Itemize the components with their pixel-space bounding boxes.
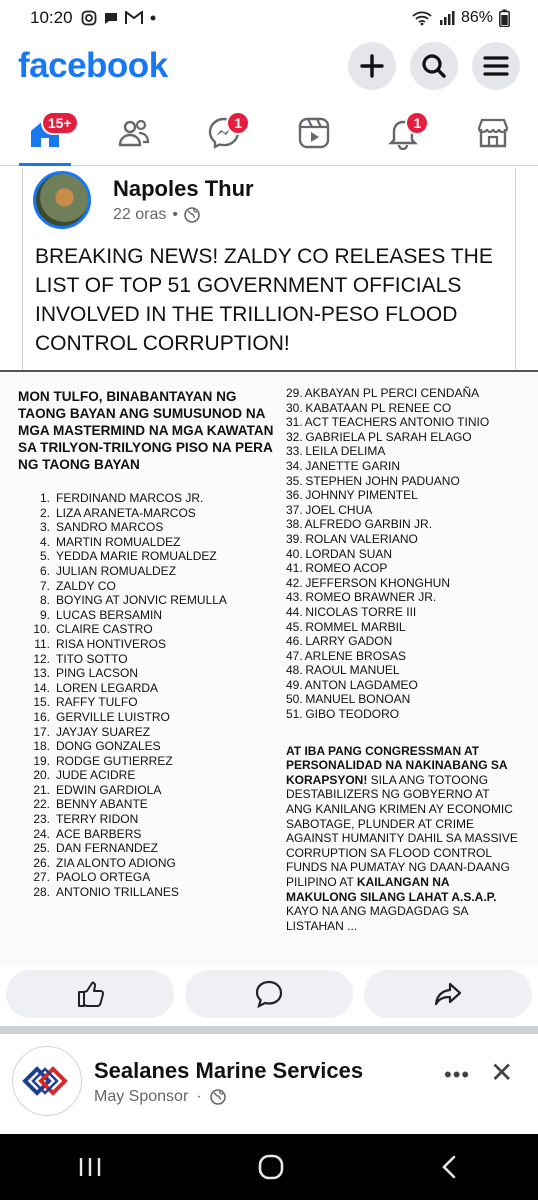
list-item [286,430,536,445]
home-circle-icon[interactable] [257,1153,285,1181]
notifications-badge: 1 [405,111,429,135]
post-text: BREAKING NEWS! ZALDY CO RELEASES THE LIST OF TOP 51 GOVERNMENT OFFICIALS INVOLVED IN THE TRILLION-PESO FLOOD CONTROL CORRUPTION! [35,245,493,355]
search-button[interactable] [410,42,458,90]
list-item-name: YEDDA MARIE ROMUALDEZ [56,549,217,564]
list-item-name: MANUEL BONOAN [305,692,411,707]
list-item-number: 40. [286,546,303,561]
list-item-number: 36. [286,488,303,503]
list-item-name: MARTIN ROMUALDEZ [56,534,181,549]
list-item-number: 28. [33,885,50,900]
app-header [0,38,538,94]
tab-friends[interactable] [102,105,166,161]
list-item [18,681,280,696]
list-item [18,622,280,637]
list-item [286,576,536,591]
instagram-icon [81,10,97,26]
list-item [18,593,280,608]
list-item [18,739,280,754]
comment-bubble-icon [254,979,284,1009]
list-item [18,754,280,769]
list-item-number: 16. [33,709,50,724]
list-item-name: TERRY RIDON [56,812,139,827]
battery-percent: 86% [460,9,493,26]
image-heading: MON TULFO, BINABANTAYAN NG TAONG BAYAN ANG SUMUSUNOD NA MGA MASTERMIND NA MGA KAWATAN SA TRILYON-TRILYONG PISO NA PERA NG TAONG BAYAN [18,389,274,472]
globe-public-icon [210,1089,226,1105]
list-item [286,386,536,401]
list-item [286,678,536,693]
list-item-name: GIBO TEODORO [305,707,400,722]
list-item [18,520,280,535]
list-item-number: 34. [286,458,303,473]
status-time: 10:20 [30,8,73,27]
closing-bold-2: KAILANGAN NA MAKULONG SILANG LAHAT A.S.A.P. [286,875,497,904]
list-item-number: 3. [39,520,50,535]
list-item [286,488,536,503]
list-item-name: KABATAAN PL RENEE CO [305,400,452,415]
list-item-name: LUCAS BERSAMIN [56,607,163,622]
list-item-number: 25. [33,841,50,856]
tab-messenger[interactable] [192,105,256,161]
list-item [286,547,536,562]
list-item-name: STEPHEN JOHN PADUANO [305,473,460,488]
list-item-name: JOEL CHUA [305,502,373,517]
list-item [18,549,280,564]
like-button[interactable] [6,970,174,1018]
list-item [286,605,536,620]
list-item-number: 15. [33,695,50,710]
list-item [18,841,280,856]
list-item [286,590,536,605]
sponsor-separator: · [196,1088,202,1105]
gmail-icon [125,11,143,25]
list-item-name: ARLENE BROSAS [304,648,407,663]
list-item-number: 17. [33,724,50,739]
list-item-number: 9. [39,607,50,622]
author-info [113,176,254,224]
list-item-number: 20. [33,768,50,783]
list-item [18,870,280,885]
sponsored-label: May Sponsor [94,1088,189,1105]
list-item-number: 51. [286,707,303,722]
list-item-number: 37. [286,502,303,517]
list-item-name: JANETTE GARIN [305,458,401,473]
list-item-number: 14. [33,680,50,695]
list-item-number: 38. [286,517,303,532]
list-item-number: 42. [286,575,303,590]
list-item [286,663,536,678]
hamburger-menu-icon [482,54,510,78]
list-item-name: RAFFY TULFO [56,695,138,710]
sponsor-name[interactable]: Sealanes Marine Services [94,1058,364,1083]
tab-marketplace[interactable] [461,105,525,161]
list-item-name: LORDAN SUAN [305,546,393,561]
list-item-number: 22. [33,797,50,812]
list-item-number: 23. [33,812,50,827]
officials-list-left [18,491,280,900]
list-item-name: ALFREDO GARBIN JR. [304,517,433,532]
list-item [18,695,280,710]
list-item [18,725,280,740]
share-button[interactable] [364,970,532,1018]
list-item-number: 8. [39,593,50,608]
list-item [18,608,280,623]
list-item [286,620,536,635]
author-name[interactable]: Napoles Thur [113,176,254,201]
signal-icon [439,10,455,26]
list-item [18,506,280,521]
post-actions [0,970,538,1022]
list-item-number: 45. [286,619,303,634]
author-avatar[interactable] [33,171,91,229]
list-item-name: ANTON LAGDAMEO [304,677,418,692]
facebook-logo[interactable]: facebook [18,46,168,85]
list-item [286,474,536,489]
post-time[interactable]: 22 oras [113,206,167,223]
list-item-name: ZIA ALONTO ADIONG [56,855,176,870]
list-item-number: 33. [286,444,303,459]
list-item-number: 41. [286,561,303,576]
list-item-name: GABRIELA PL SARAH ELAGO [305,429,472,444]
status-left [30,8,157,28]
status-right [411,9,510,27]
list-item [18,856,280,871]
list-item [18,885,280,900]
list-item-name: ANTONIO TRILLANES [56,885,179,900]
battery-icon [499,9,510,27]
list-item [286,459,536,474]
image-left-column [18,388,280,900]
search-icon [421,53,447,79]
wifi-icon [411,10,433,26]
list-item-name: JEFFERSON KHONGHUN [305,575,451,590]
tab-notifications[interactable] [371,105,435,161]
list-item-name: JULIAN ROMUALDEZ [56,563,177,578]
closing-last: KAYO NA ANG MAGDAGDAG SA LISTAHAN ... [286,904,468,933]
share-arrow-icon [433,979,463,1009]
status-bar [0,0,538,36]
list-item [286,707,536,722]
list-item-name: PAOLO ORTEGA [56,870,151,885]
closing-regular: SILA ANG TOTOONG DESTABILIZERS NG GOBYERNO AT ANG KANILANG KRIMEN AY ECONOMIC SABOTAGE, PLUNDER AT CRIME AGAINST HUMANITY DAHIL SA MASSIVE CORRUPTION SA FLOOD CONTROL FUNDS NA PUMATAY NG DAAN-DAANG PILIPINO AT [286,772,518,889]
messenger-notification-badge: 1 [226,111,250,135]
list-item-number: 10. [33,622,50,637]
list-item [18,812,280,827]
list-item [286,503,536,518]
list-item-name: TITO SOTTO [56,651,128,666]
list-item-number: 48. [286,663,303,678]
list-item [18,579,280,594]
android-navigation-bar [0,1134,538,1200]
list-item-name: RAOUL MANUEL [305,663,400,678]
header-actions [348,42,520,90]
list-item-name: RISA HONTIVEROS [56,636,167,651]
list-item-number: 35. [286,473,303,488]
list-item [286,634,536,649]
list-item [18,827,280,842]
post-header [33,168,254,232]
list-item-number: 1. [39,491,50,505]
list-item-name: LARRY GADON [305,634,393,649]
list-item-number: 24. [33,826,50,841]
list-item-number: 50. [286,692,303,707]
post-image[interactable] [0,370,538,966]
list-item-name: NICOLAS TORRE III [305,604,417,619]
list-item-name: CLAIRE CASTRO [56,622,153,637]
list-item-number: 7. [39,578,50,593]
list-item-number: 21. [33,782,50,797]
list-item [286,649,536,664]
list-item-name: BENNY ABANTE [56,797,148,812]
marketplace-store-icon [476,116,510,150]
list-item [18,797,280,812]
list-item-number: 19. [33,753,50,768]
list-item-name: EDWIN GARDIOLA [56,782,162,797]
list-item-name: PING LACSON [56,666,139,681]
list-item [286,561,536,576]
list-item-number: 49. [286,677,303,692]
hide-post-button[interactable]: ✕ [490,1057,514,1088]
list-item-number: 4. [39,534,50,549]
list-item-number: 39. [286,531,303,546]
closing-bold-1: AT IBA PANG CONGRESSMAN AT PERSONALIDAD NA NAKINABANG SA KORAPSYON! [286,743,508,787]
list-item-name: LEILA DELIMA [305,444,386,459]
list-item [286,532,536,547]
list-item-number: 11. [34,636,50,651]
plus-icon [359,53,385,79]
list-item-number: 30. [286,400,303,415]
list-item-number: 31. [286,415,303,430]
sponsor-meta [94,1088,226,1106]
tab-home[interactable] [13,105,77,161]
list-item [18,564,280,579]
list-item-name: AKBAYAN PL PERCI CENDAÑA [304,386,480,400]
list-item-number: 12. [33,651,50,666]
list-item-number: 2. [39,505,50,520]
list-item-name: BOYING AT JONVIC REMULLA [56,593,227,608]
list-item [18,768,280,783]
list-item-name: DONG GONZALES [56,739,161,754]
officials-list-right [286,386,536,722]
list-item-number: 13. [33,666,50,681]
list-item [18,637,280,652]
list-item [286,401,536,416]
list-item-number: 43. [286,590,303,605]
back-chevron-icon[interactable] [439,1154,461,1180]
status-notification-icons [81,10,157,26]
meta-separator: • [172,206,178,223]
tab-reels[interactable] [282,105,346,161]
list-item [18,783,280,798]
list-item-name: RODGE GUTIERREZ [56,753,173,768]
globe-public-icon [184,207,200,223]
list-item [286,415,536,430]
menu-button[interactable] [472,42,520,90]
list-item-number: 29. [286,386,303,400]
list-item-name: ROLAN VALERIANO [305,531,418,546]
friends-icon [117,116,151,150]
list-item-number: 26. [33,855,50,870]
more-options-button[interactable]: ••• [444,1062,471,1087]
list-item-number: 6. [39,563,50,578]
list-item-name: ROMMEL MARBIL [305,619,406,634]
list-item [18,491,280,506]
image-right-column [286,386,536,933]
list-item-name: FERDINAND MARCOS JR. [56,491,204,505]
list-item-name: JUDE ACIDRE [56,768,136,783]
list-item-name: LOREN LEGARDA [56,680,159,695]
feed-divider [0,1026,538,1034]
list-item-name: ACE BARBERS [56,826,142,841]
create-button[interactable] [348,42,396,90]
comment-button[interactable] [185,970,353,1018]
list-item-number: 47. [286,648,303,663]
reels-video-icon [297,116,331,150]
list-item-name: JOHNNY PIMENTEL [305,488,418,503]
list-item-name: ZALDY CO [56,578,116,593]
home-notification-badge: 15+ [41,111,79,135]
list-item-name: JAYJAY SUAREZ [56,724,151,739]
list-item [18,710,280,725]
list-item-number: 18. [33,739,50,754]
list-item-name: DAN FERNANDEZ [56,841,159,856]
sponsor-logo[interactable] [12,1046,82,1116]
list-item [286,692,536,707]
chat-icon [103,10,119,26]
sponsored-post-header [0,1034,538,1132]
list-item-number: 32. [286,429,303,444]
list-item-name: GERVILLE LUISTRO [56,709,170,724]
image-closing-text [286,744,518,934]
thumbs-up-icon [75,979,105,1009]
nav-tabs [0,100,538,166]
list-item-name: LIZA ARANETA-MARCOS [56,505,196,520]
list-item [18,652,280,667]
list-item-number: 27. [33,870,50,885]
list-item-name: ACT TEACHERS ANTONIO TINIO [304,415,490,430]
list-item [286,444,536,459]
list-item-number: 46. [286,634,303,649]
list-item-name: SANDRO MARCOS [56,520,164,535]
list-item [18,535,280,550]
list-item-number: 5. [39,549,50,564]
list-item [18,666,280,681]
recent-apps-icon[interactable] [77,1156,103,1178]
list-item-number: 44. [286,604,303,619]
dot-icon [149,14,157,22]
post-card [22,168,516,370]
post-meta [113,206,254,224]
list-item [286,517,536,532]
sealanes-diamond-logo-icon [19,1061,75,1101]
list-item-name: ROMEO BRAWNER JR. [305,590,437,605]
list-item-name: ROMEO ACOP [305,561,388,576]
